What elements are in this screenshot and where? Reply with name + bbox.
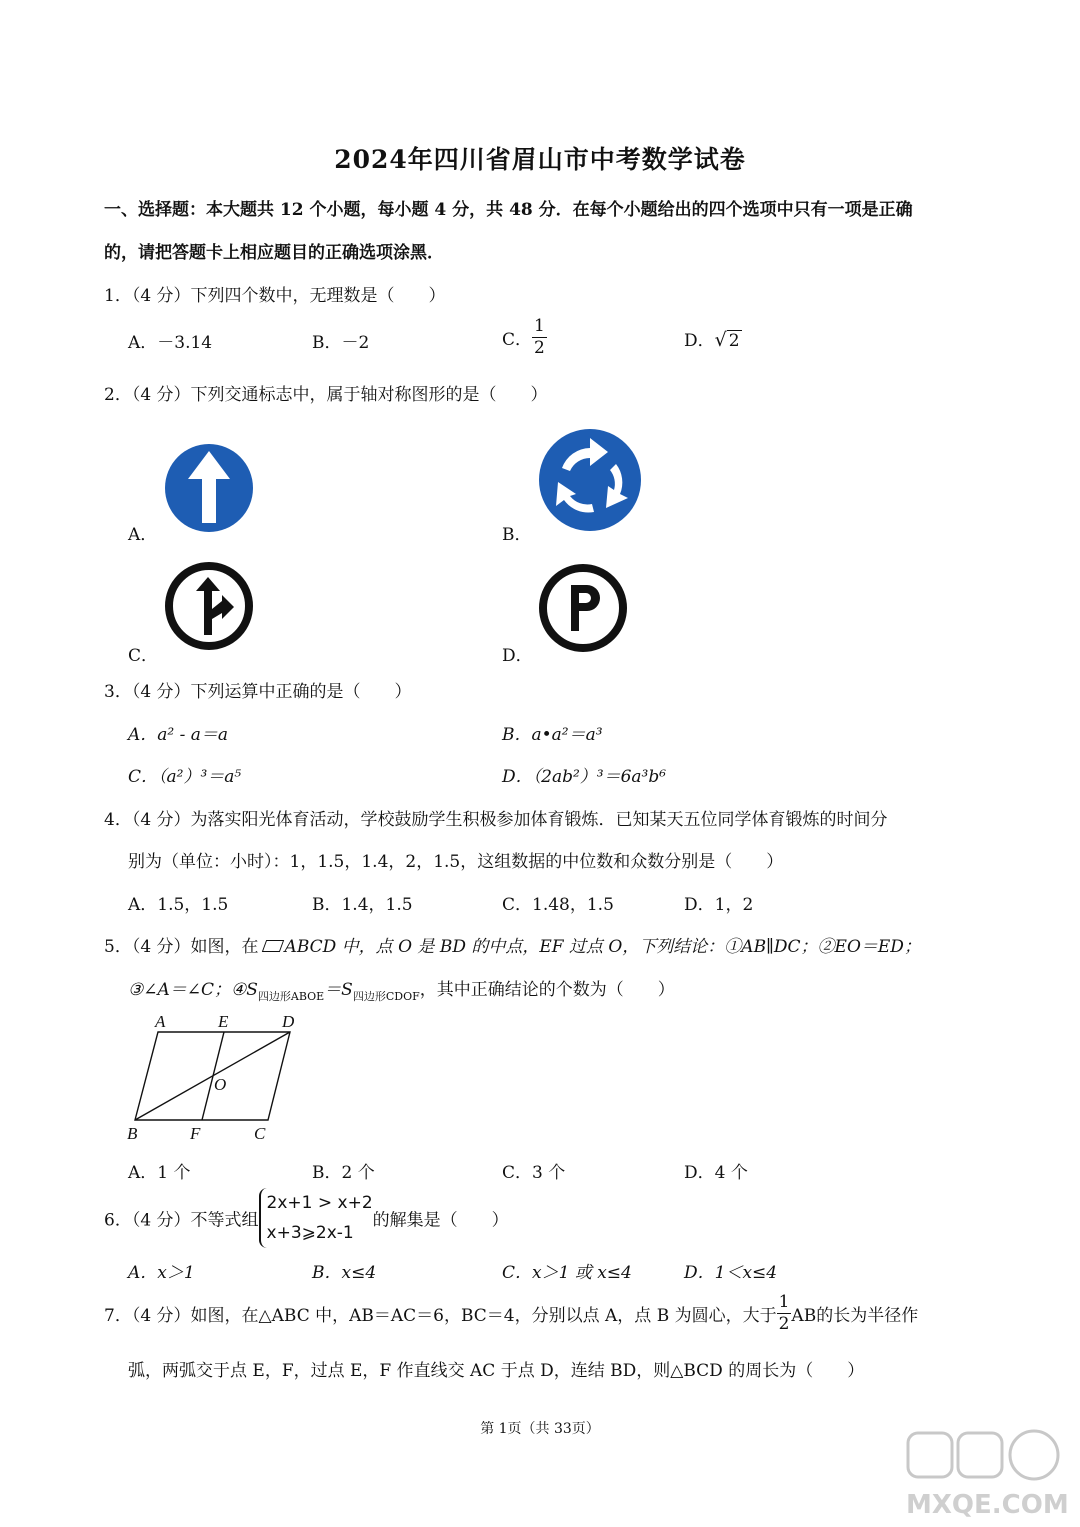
q5-option-b: B．2 个 — [312, 1163, 375, 1183]
q3-option-d: D．（2ab²）³＝6a³b⁶ — [502, 767, 667, 787]
q3-option-b: B．a•a²＝a³ — [502, 725, 603, 745]
question-7-line2: 弧，两弧交于点 E，F，过点 E，F 作直线交 AC 于点 D，连结 BD，则△BCD 的周长为（ ） — [128, 1361, 865, 1381]
question-5-line2-end: ，其中正确结论的个数为（ ） — [419, 980, 675, 1000]
question-5-line1-rest: ABCD 中，点 O 是 BD 的中点，EF 过点 O，下列结论：①AB∥DC；②EO＝ED； — [284, 937, 921, 957]
q4-option-c: C．1.48，1.5 — [502, 895, 614, 915]
question-5-line1-start: 5．（4 分）如图，在 — [104, 937, 259, 957]
vertex-label-f: F — [190, 1124, 201, 1143]
question-2-stem: 2．（4 分）下列交通标志中，属于轴对称图形的是（ ） — [104, 385, 548, 405]
straight-or-right-turn-icon — [164, 561, 254, 651]
question-5-line2-start: ③∠A＝∠C；④S — [128, 980, 258, 1000]
q2-option-d: D． — [502, 646, 533, 666]
section-heading-line2: 的，请把答题卡上相应题目的正确选项涂黑． — [104, 243, 444, 263]
question-5-line2 — [128, 975, 675, 1003]
fraction — [532, 318, 547, 357]
q6-option-a: A．x＞1 — [128, 1263, 195, 1283]
vertex-label-b: B — [127, 1124, 138, 1143]
q6-option-b: B．x≤4 — [312, 1263, 377, 1283]
vertex-label-d: D — [282, 1012, 295, 1031]
watermark-logo — [900, 1425, 1070, 1520]
question-1-stem: 1．（4 分）下列四个数中，无理数是（ ） — [104, 286, 446, 306]
q1-option-b: B．－2 — [312, 333, 370, 353]
question-7-line1 — [104, 1294, 918, 1333]
parking-icon — [538, 563, 628, 653]
fraction-numerator: 1 — [778, 1292, 790, 1312]
question-6-stem-end: 的解集是（ ） — [372, 1210, 509, 1231]
question-3-stem: 3．（4 分）下列运算中正确的是（ ） — [104, 682, 412, 702]
page-footer: 第 1页（共 33页） — [480, 1421, 600, 1437]
q1-option-d — [684, 326, 742, 351]
q5-option-a: A．1 个 — [128, 1163, 191, 1183]
straight-ahead-arrow-icon — [164, 443, 254, 533]
inequality-2: x+3⩾2x-1 — [266, 1223, 354, 1243]
question-5-line1 — [104, 932, 921, 957]
sqrt-icon: √ — [714, 329, 727, 351]
inequality-system — [259, 1188, 373, 1248]
section-heading-line1: 一、选择题：本大题共 12 个小题，每小题 4 分，共 48 分．在每个小题给出的四个选项中只有一项是正确 — [104, 200, 913, 220]
q4-option-d: D．1，2 — [684, 895, 754, 915]
q5-option-c: C．3 个 — [502, 1163, 566, 1183]
question-4-line2: 别为（单位：小时）：1，1.5，1.4，2，1.5，这组数据的中位数和众数分别是（ ） — [128, 852, 784, 872]
fraction-numerator: 1 — [534, 316, 545, 336]
svg-text:MXQE.COM: MXQE.COM — [906, 1490, 1069, 1520]
fraction-denominator: 2 — [534, 338, 545, 358]
q1-option-d-label: D． — [684, 331, 715, 351]
question-7-line1-end: AB的长为半径作 — [791, 1306, 919, 1326]
question-6-stem-start: 6．（4 分）不等式组 — [104, 1210, 259, 1231]
q4-option-b: B．1.4，1.5 — [312, 895, 413, 915]
q3-option-c: C．（a²）³＝a⁵ — [128, 767, 242, 787]
vertex-label-e: E — [218, 1012, 229, 1031]
fraction — [777, 1294, 792, 1333]
subscript-aboe: 四边形ABOE — [257, 990, 325, 1003]
fraction-denominator: 2 — [778, 1314, 790, 1334]
q6-option-c: C．x＞1 或 x≤4 — [502, 1263, 632, 1283]
question-6-stem — [104, 1188, 509, 1248]
q1-option-a: A．－3.14 — [128, 333, 213, 353]
q5-option-d: D．4 个 — [684, 1163, 748, 1183]
sqrt-radicand: 2 — [728, 331, 740, 351]
page-title: 2024年四川省眉山市中考数学试卷 — [334, 145, 746, 174]
q2-option-a: A． — [128, 525, 158, 545]
vertex-label-a: A — [155, 1012, 166, 1031]
q2-option-b: B． — [502, 525, 532, 545]
q3-option-a: A．a² - a＝a — [128, 725, 229, 745]
vertex-label-c: C — [254, 1124, 266, 1143]
question-5-line2-mid: ＝S — [324, 980, 353, 1000]
q2-option-c: C． — [128, 646, 159, 666]
point-label-o: O — [214, 1075, 227, 1094]
question-4-line1: 4．（4 分）为落实阳光体育活动，学校鼓励学生积极参加体育锻炼．已知某天五位同学体育锻炼的时间分 — [104, 810, 888, 830]
subscript-cdof: 四边形CDOF — [352, 990, 420, 1003]
q1-option-c — [502, 318, 547, 357]
question-7-line1-start: 7．（4 分）如图，在△ABC 中，AB＝AC＝6，BC＝4，分别以点 A，点 B 为圆心，大于 — [104, 1306, 777, 1326]
roundabout-icon — [538, 428, 642, 532]
q1-option-c-label: C． — [502, 330, 533, 350]
parallelogram-icon — [261, 940, 283, 952]
parallelogram-figure — [120, 1010, 310, 1145]
q6-option-d: D．1＜x≤4 — [684, 1263, 778, 1283]
q4-option-a: A．1.5，1.5 — [128, 895, 229, 915]
inequality-1: 2x+1 > x+2 — [266, 1193, 373, 1213]
